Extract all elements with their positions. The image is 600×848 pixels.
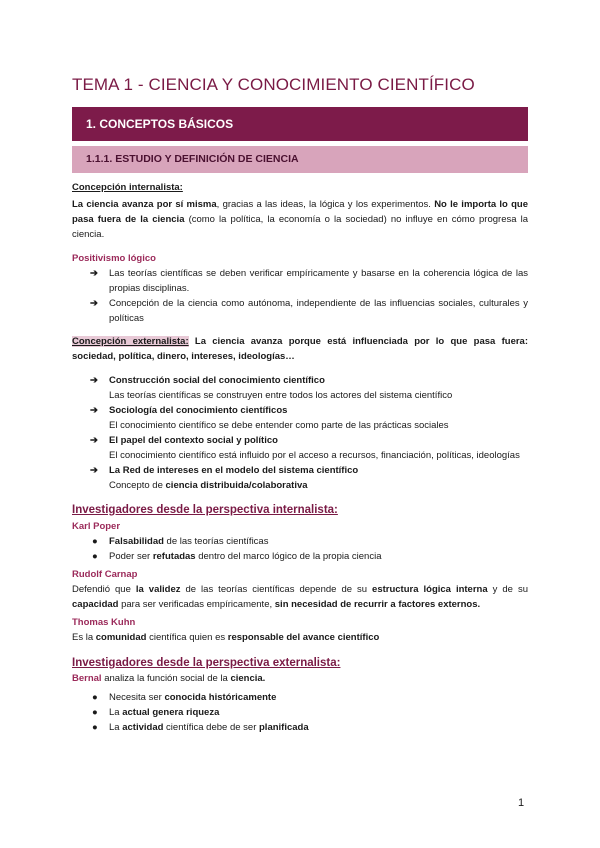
internalistas-heading: Investigadores desde la perspectiva internalista:: [72, 504, 338, 516]
page-title: TEMA 1 - CIENCIA Y CONOCIMIENTO CIENTÍFICO: [72, 75, 475, 94]
list-item: ➔ Sociología del conocimiento científicos El conocimiento científico se debe entender como parte de las prácticas sociales: [90, 405, 449, 431]
bernal-paragraph: Bernal analiza la función social de la ciencia.: [72, 673, 266, 684]
list-item: ➔ Construcción social del conocimiento científico Las teorías científicas se construyen entre todos los actores del sistema científico: [90, 375, 453, 401]
bullet-icon: ●: [92, 707, 98, 718]
positivismo-list: [90, 266, 528, 326]
list-item: ➔ La Red de intereses en el modelo del sistema científico Concepto de ciencia distribuida/colaborativa: [90, 465, 359, 491]
arrow-icon: ➔: [90, 405, 98, 416]
internalista-paragraph: [72, 197, 528, 242]
carnap-paragraph: Defendió que la validez de las teorías científicas depende de su estructura lógica interna y de su capacidad para ser verificadas empíricamente, sin necesidad de recurrir a factores externos.: [72, 584, 528, 610]
content-body: [72, 180, 528, 735]
bullet-icon: ●: [92, 692, 98, 703]
list-item: ● La actividad científica debe de ser planificada: [92, 722, 309, 733]
kuhn-name: Thomas Kuhn: [72, 617, 136, 628]
arrow-icon: ➔: [90, 375, 98, 386]
list-item: ● Necesita ser conocida históricamente: [92, 692, 277, 703]
list-item: ➔ El papel del contexto social y político El conocimiento científico está influido por el acceso a recursos, financiación, políticas, ideologías: [90, 435, 520, 461]
list-item: ● Falsabilidad de las teorías científicas: [92, 536, 269, 547]
list-item: ● Poder ser refutadas dentro del marco lógico de la propia ciencia: [92, 551, 382, 562]
positivismo-heading: Positivismo lógico: [72, 253, 156, 264]
section-heading-1: 1. CONCEPTOS BÁSICOS: [72, 107, 528, 141]
internalista-text-1: , gracias a las ideas, la lógica y los experimentos.: [216, 199, 435, 210]
externalista-text: La ciencia avanza porque está influenciada por lo que pasa fuera: sociedad, política, dinero, intereses, ideologías…: [72, 336, 528, 362]
list-item: ● La actual genera riqueza: [92, 707, 220, 718]
list-item: ➔ Concepción de la ciencia como autónoma, independiente de las influencias sociales, culturales y políticas: [90, 298, 528, 324]
internalista-text-2: (como la política, la economía o la sociedad) no influye en cómo progresa la ciencia.: [72, 214, 528, 240]
subsection-heading: 1.1.1. ESTUDIO Y DEFINICIÓN DE CIENCIA: [72, 146, 528, 173]
externalista-list: [90, 373, 528, 493]
popper-name: Karl Poper: [72, 521, 121, 532]
externalista-heading: Concepción externalista:: [72, 336, 189, 347]
carnap-name: Rudolf Carnap: [72, 569, 138, 580]
bernal-list: [90, 690, 528, 735]
list-item: ➔ Las teorías científicas se deben verificar empíricamente y basarse en la coherencia lógica de las propias disciplinas.: [90, 268, 528, 294]
bullet-icon: ●: [92, 536, 98, 547]
popper-list: [90, 534, 528, 564]
internalista-bold-2: No le importa lo que pasa fuera de la ciencia: [72, 199, 529, 225]
arrow-icon: ➔: [90, 465, 98, 476]
arrow-icon: ➔: [90, 268, 98, 279]
kuhn-paragraph: Es la comunidad científica quien es responsable del avance científico: [72, 632, 380, 643]
bullet-icon: ●: [92, 551, 98, 562]
bullet-icon: ●: [92, 722, 98, 733]
internalista-bold-1: La ciencia avanza por sí misma: [72, 199, 217, 210]
externalista-paragraph: [72, 334, 528, 364]
page-number: 1: [518, 797, 525, 809]
internalista-heading: Concepción internalista:: [72, 182, 183, 193]
arrow-icon: ➔: [90, 435, 98, 446]
externalistas-heading: Investigadores desde la perspectiva externalista:: [72, 657, 341, 669]
arrow-icon: ➔: [90, 298, 98, 309]
